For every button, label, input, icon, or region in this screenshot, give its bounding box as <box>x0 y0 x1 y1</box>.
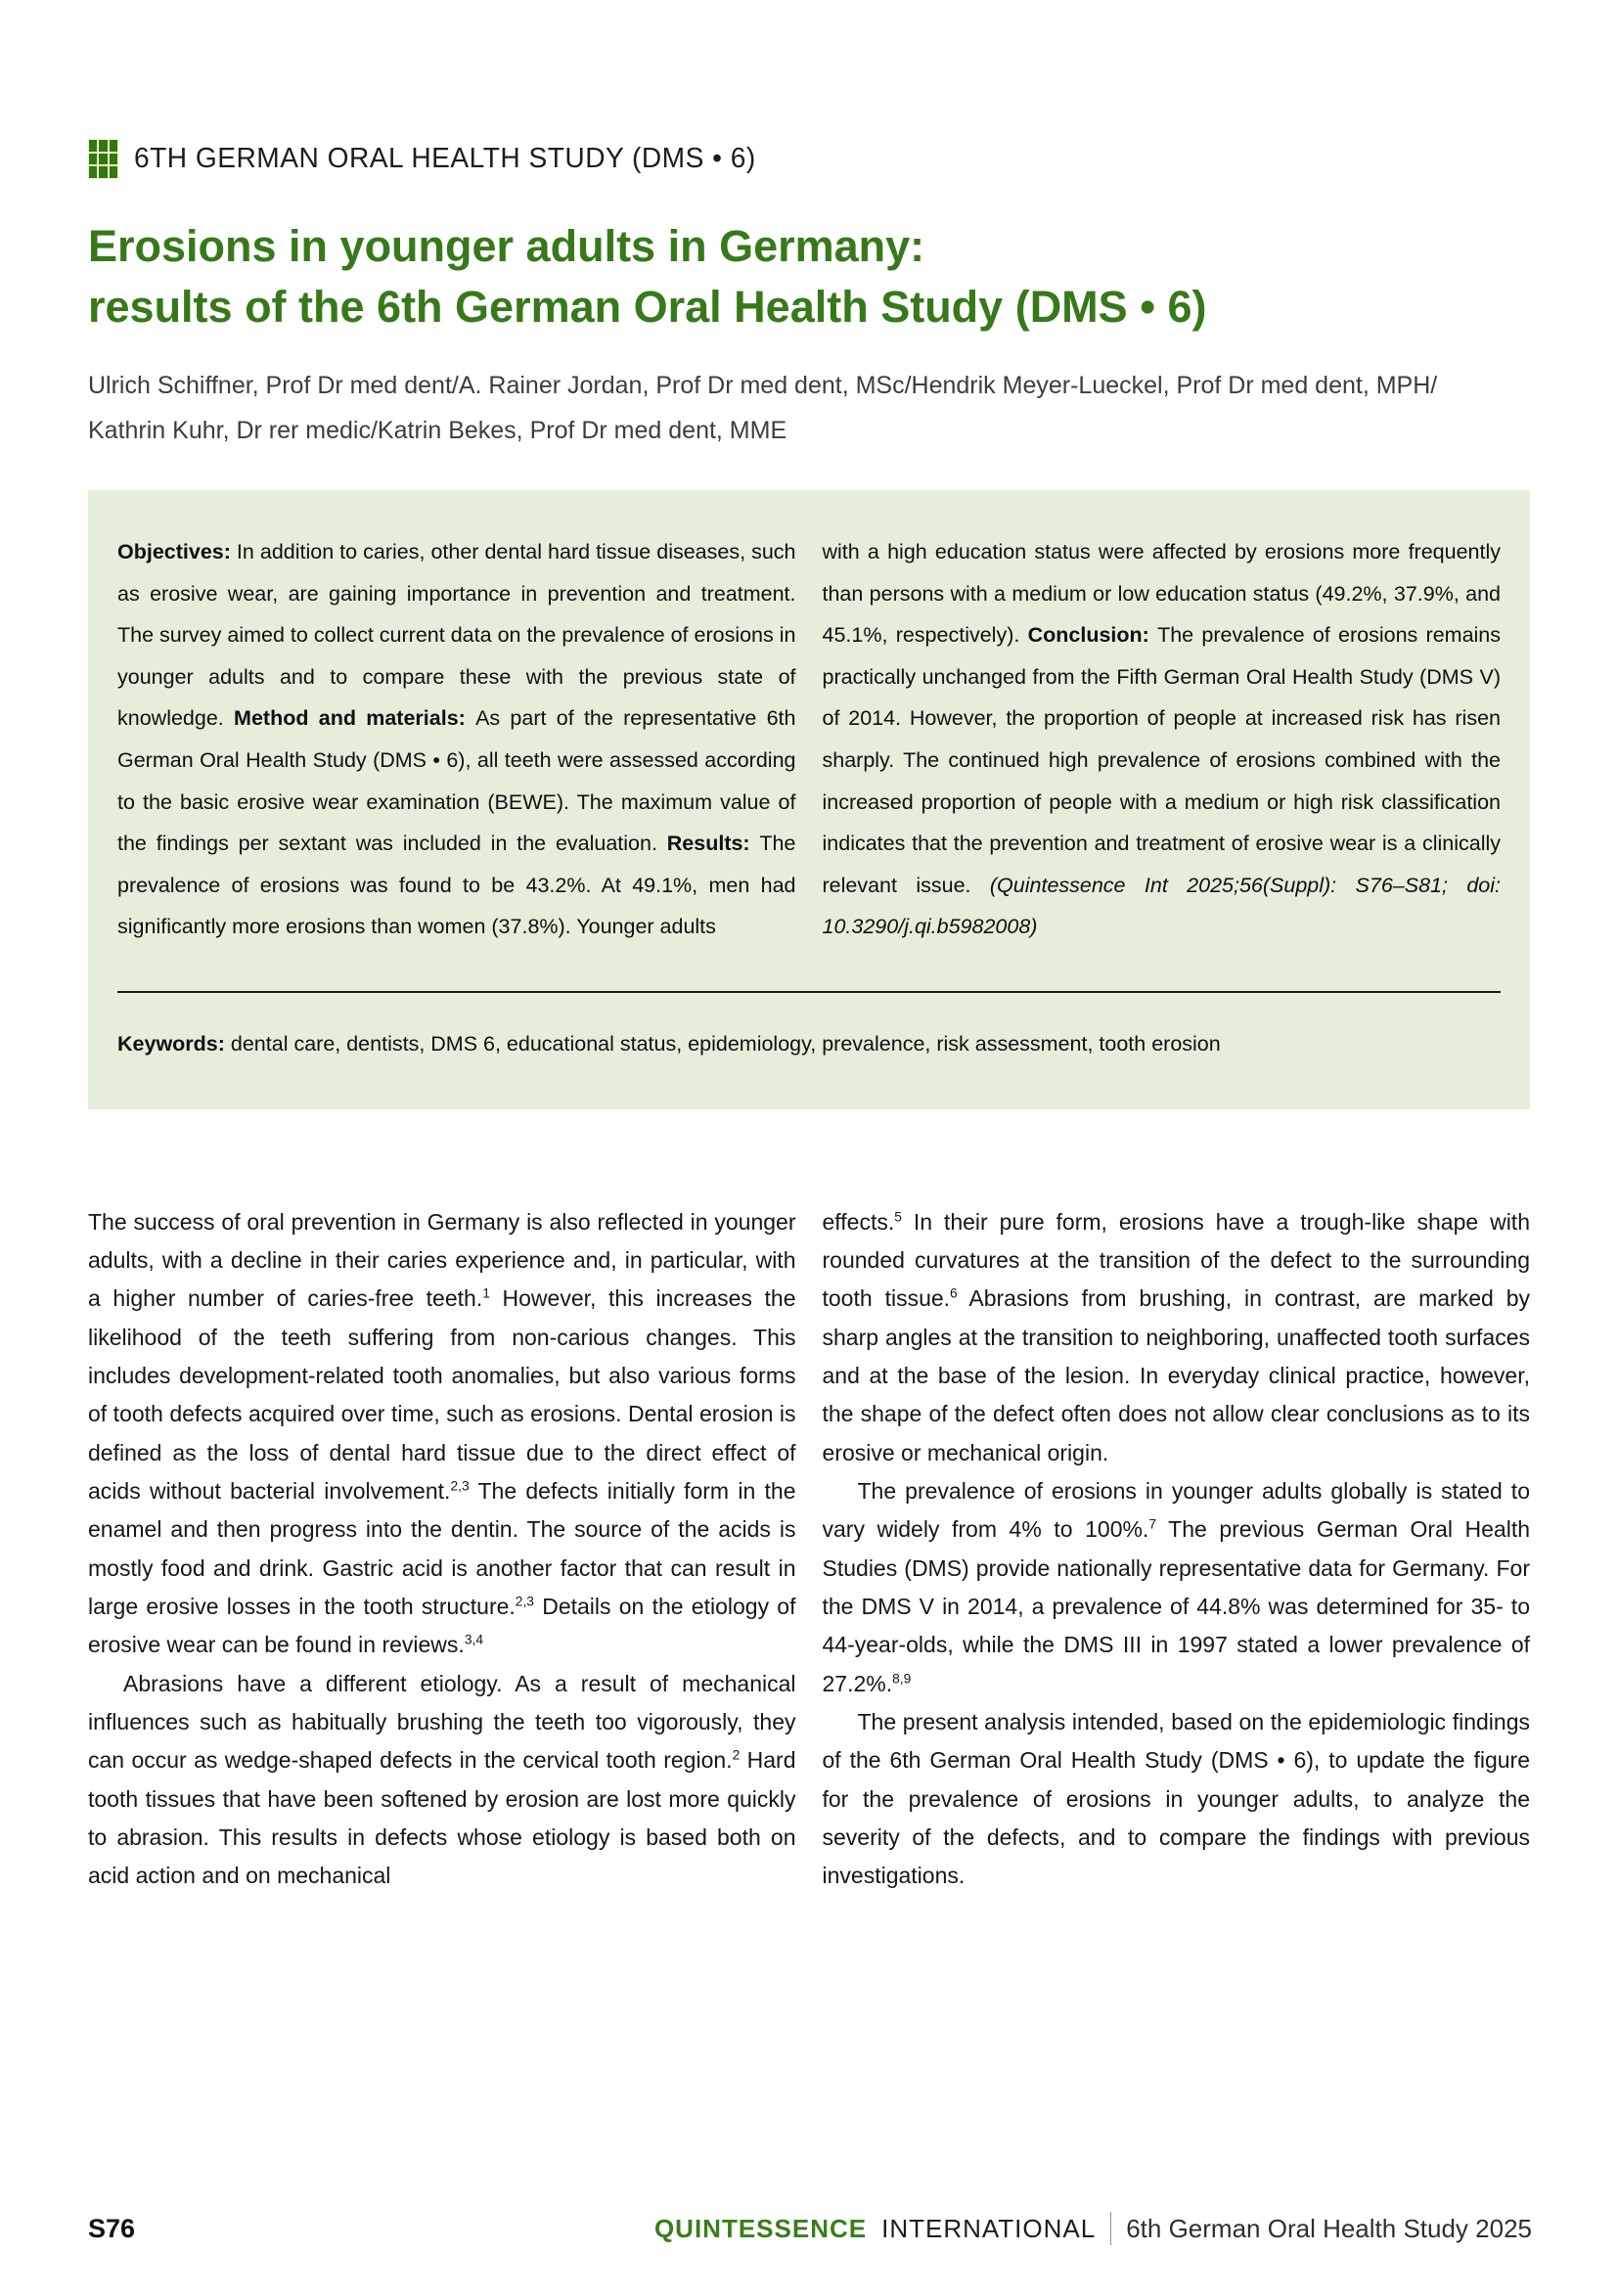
page-header <box>0 139 1618 453</box>
journal-name-black: INTERNATIONAL <box>881 2213 1097 2243</box>
article-title-line1: Erosions in younger adults in Germany: <box>88 221 925 271</box>
abstract-box <box>88 490 1530 1109</box>
journal-name-green: QUINTESSENCE <box>653 2213 868 2243</box>
body-left-column: The success of oral prevention in Germany is also reflected in younger adults, with a decline in their caries experience and, in particular, with a higher number of caries-free teeth.$^1$ However, this increases the likelihood of the teeth suffering from non-carious changes. This includes development-related tooth anomalies, but also various forms of tooth defects acquired over time, such as erosions. Dental erosion is defined as the loss of dental hard tissue due to the direct effect of acids without bacterial involvement.$^{2,3}$ The defects initially form in the enamel and then progress into the dentin. The source of the acids is mostly food and drink. Gastric acid is another factor that can result in large erosive losses in the tooth structure.$^{2,3}$ Details on the etiology of erosive wear can be found in reviews.$^{3,4}$ Abrasions have a different etiology. As a result of mechanical influences such as habitually brushing the teeth too vigorously, they can occur as wedge-shaped defects in the cervical tooth region.$^2$ Hard tooth tissues that have been softened by erosion are lost more quickly to abrasion. This results in defects whose etiology is based both on acid action and on mechanical <box>88 1208 796 1889</box>
author-list <box>88 363 1530 453</box>
keywords-label: Keywords: <box>117 1031 225 1056</box>
author-line-2: Kathrin Kuhr, Dr rer medic/Katrin Bekes, Prof Dr med dent, MME <box>88 417 787 445</box>
abstract-right-column: with a high education status were affected by erosions more frequently than persons with a medium or low education status (49.2%, 37.9%, and 45.1%, respectively). Conclusion: The prevalence of erosions remains practically unchanged from the Fifth German Oral Health Study (DMS V) of 2014. However, the proportion of people at increased risk has risen sharply. The continued high prevalence of erosions combined with the increased proportion of people with a medium or high risk classification indicates that the prevention and treatment of erosive wear is a clinically relevant issue. (Quintessence Int 2025;56(Suppl): S76–S81; doi: 10.3290/j.qi.b5982008) <box>822 540 1502 939</box>
body-right-column: effects.$^5$ In their pure form, erosions have a trough-like shape with rounded curvatures at the transition of the defect to the surrounding tooth tissue.$^6$ Abrasions from brushing, in contrast, are marked by sharp angles at the transition to neighboring, unaffected tooth surfaces and at the base of the lesion. In everyday clinical practice, however, the shape of the defect often does not allow clear conclusions as to its erosive or mechanical origin. The prevalence of erosions in younger adults globally is stated to vary widely from 4% to 100%.$^7$ The previous German Oral Health Studies (DMS) provide nationally representative data for Germany. For the DMS V in 2014, a prevalence of 44.8% was determined for 35- to 44-year-olds, while the DMS III in 1997 stated a lower prevalence of 27.2%.$^{8,9}$ The present analysis intended, based on the epidemiologic findings of the 6th German Oral Health Study (DMS • 6), to update the figure for the prevalence of erosions in younger adults, to analyze the severity of the defects, and to compare the findings with previous investigations. <box>822 1208 1531 1889</box>
article-title <box>88 216 1530 338</box>
section-tag-row <box>88 139 1530 179</box>
dms6-grid-icon <box>88 139 118 179</box>
article-body <box>88 1203 1530 1896</box>
article-title-line2: results of the 6th German Oral Health Study (DMS • 6) <box>88 282 1207 333</box>
keywords-line <box>117 1032 1501 1057</box>
journal-brand <box>654 2212 1532 2245</box>
footer-separator <box>1110 2212 1111 2245</box>
keywords-text: dental care, dentists, DMS 6, educational status, epidemiology, prevalence, risk assessment, tooth erosion <box>224 1031 1221 1056</box>
abstract-columns <box>117 531 1501 948</box>
page-number: S76 <box>88 2213 136 2243</box>
section-tag: 6TH GERMAN ORAL HEALTH STUDY (DMS • 6) <box>134 143 756 174</box>
abstract-left-column: Objectives: In addition to caries, other dental hard tissue diseases, such as erosive wear, are gaining importance in prevention and treatment. The survey aimed to collect current data on the prevalence of erosions in younger adults and to compare these with the previous state of knowledge. Method and materials: As part of the representative 6th German Oral Health Study (DMS • 6), all teeth were assessed according to the basic erosive wear examination (BEWE). The maximum value of the findings per sextant was included in the evaluation. Results: The prevalence of erosions was found to be 43.2%. At 49.1%, men had significantly more erosions than women (37.8%). Younger adults <box>117 540 796 939</box>
abstract-divider <box>117 991 1501 993</box>
footer-issue-label: 6th German Oral Health Study 2025 <box>1126 2213 1532 2243</box>
page-footer <box>88 2212 1532 2245</box>
author-line-1: Ulrich Schiffner, Prof Dr med dent/A. Rainer Jordan, Prof Dr med dent, MSc/Hendrik Meyer-Lueckel, Prof Dr med dent, MPH/ <box>88 372 1438 400</box>
